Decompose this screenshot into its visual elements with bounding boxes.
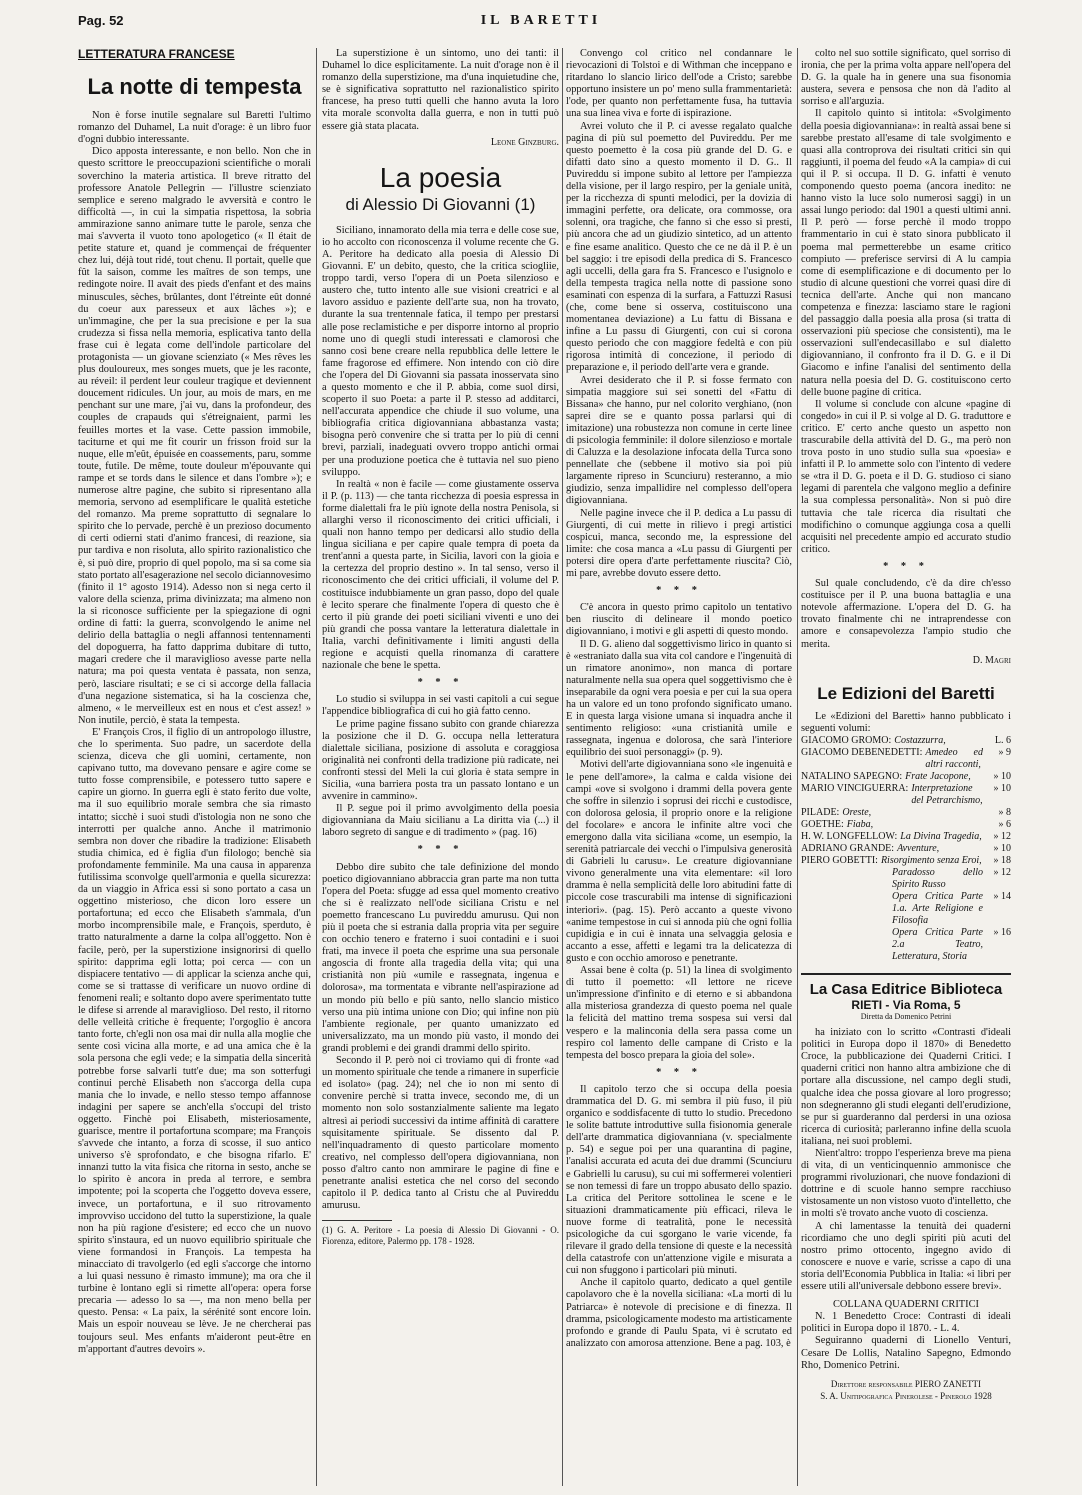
paragraph: Sul quale concludendo, c'è da dire ch'esso costituisce per il P. una buona battaglia e una notevole affermazione. L'opera del D. G. ha trovato finalmente chi ne intraprendesse con amore e consapevolezza l'ampio studio che merita.: [801, 578, 1011, 650]
paragraph: Assai bene è colta (p. 51) la linea di svolgimento di tutto il poemetto: «Il lettore ne riceve un'impressione d'infinito e di eterno e si abbandona alla misteriosa grandezza di questo poema nel quale la felicità del mattino trema sospesa sui versi dal vespero e la malinconia della sera passa come un respiro col lamento delle campane di Cristo e la tempesta del bosco prepara la gioia del sole».: [566, 965, 792, 1061]
column-4: [801, 48, 1011, 1486]
edition-item: PILADE: Oreste, » 8: [801, 806, 1011, 818]
section-separator: * * *: [417, 844, 464, 856]
collana-title: COLLANA QUADERNI CRITICI: [832, 1299, 980, 1311]
masthead: IL BARETTI: [480, 13, 602, 28]
publisher-director: Diretta da Domenico Petrini: [860, 1011, 952, 1021]
paragraph: In realtà « non è facile — come giustamente osserva il P. (p. 113) — che tanta ricchezza di poesia espressa in forme dialettali fra le più ignote della nostra Penisola, si allarghi verso il riconoscimento dei critici ufficiali, i quali non hanno tempo per dedicarsi allo studio della lingua siciliana e per capire quale tempra di poeta da trent'anni a questa parte, in Sicilia, lavori con la gioia e la certezza del proprio destino ». In tal senso, verso il riconoscimento che dei critici ufficiali, il volume del P. costituisce indubbiamente un gran passo, dopo del quale è lecito sperare che finalmente l'opera di questo che è certo il più grande dei poeti siciliani viventi e uno dei più grandi che possa vantare la letteratura dialettale in Italia, varchi definitivamente i limiti angusti della regione e acquisti quella rinomanza di carattere nazionale che bene le spetta.: [322, 478, 559, 672]
paragraph: Il D. G. alieno dal soggettivismo lirico in quanto si è «estraniato dalla sua vita col candore e l'ingenuità di un rimatore anonimo», non manca di portare naturalmente nella sua opera quel soggettivismo che è inseparabile da ogni vera poesia e per cui la sua opera ha un valore ed un tono profondo significato umano. E in questa larga visione umana si inquadra anche il sentimento religioso: «una cristianità umile e rassegnata, ingenua e dolorosa, che sarà l'interiore equilibrio dei suoi personaggi» (p. 9).: [566, 638, 792, 759]
paragraph: Secondo il P. però noi ci troviamo qui di fronte «ad un momento spirituale che tende a rimanere in superficie ed isolato» (pag. 24); nel che io non mi sento di convenire perchè si tratta invece, secondo me, di un momento non solo sostanzialmente saliente ma legato altresì ai periodi successivi da intime affinità di carattere squisitamente spirituale. Se dissento dal P. nell'inquadramento di questo particolare momento creativo, nel complesso dell'opera digiovanniana, non posso d'altro canto non ammirare le pagine di fine e penetrante analisi estetica che nel corso del secondo capitolo il P. dedica tanto al Cristu che al Puvireddu amurusu.: [322, 1055, 559, 1212]
edition-item: GOETHE: Fiaba, » 6: [801, 818, 1011, 830]
paragraph: Lo studio si sviluppa in sei vasti capitoli a cui segue l'appendice bibliografica di cui ho già fatto cenno.: [322, 694, 559, 718]
footnote-rule: [322, 1220, 392, 1221]
edition-item: GIACOMO DEBENEDETTI: Amedeo ed altri racconti, » 9: [801, 746, 1011, 770]
collana-item: N. 1 Benedetto Croce: Contrasti di ideali politici in Europa dopo il 1870. - L. 4.: [801, 1311, 1011, 1335]
paragraph: Debbo dire subito che tale definizione del mondo poetico digiovanniano abbraccia gran parte ma non tutta l'opera del Poeta: sfugge ad essa quel momento creativo che si è realizzato nell'ode siciliana Cristu e nel poemetto francescano Lu puvireddu amurusu. Qui non più il poeta che si estrania dalla propria vita per seguire con occhio tenero e fraterno i suoi contadini e i suoi frati, ma invece il poeta che esprime una sua personale angoscia di fronte alla tragedia della vita; qui una cristianità non più «umile e rassegnata, ingenua e dolorosa», ma tormentata e vibrante nell'aspirazione ad un mondo più bello e più santo, nello slancio mistico verso una più intima unione con Dio; qui infine non più l'ambiente regionale, per quanto umanizzato ed universalizzato, ma un mondo più vasto, il mondo dei grandi problemi e dei grandi drammi dello spirito.: [322, 861, 559, 1054]
paragraph: Il volume si conclude con alcune «pagine di congedo» in cui il P. si volge al D. G. traduttore e critico. E' certo anche questo un aspetto non trascurabile della attività del D. G., ma però non trova posto in uno studio sulla sua «poesia» e infatti il P. lo ammette solo con l'intento di vedere se «tra il D. G. poeta e il D. G. studioso ci siano legami di parentela che valgono meglio a definire la sua complessa personalità». Non si può dire tuttavia che tale ricerca dia risultati che modifichino o comunque aggiunga cosa a quelli acquisiti nel precedente ampio ed accurato studio critico.: [801, 398, 1011, 555]
edition-item: GIACOMO GROMO: Costazzurra, L. 6: [801, 734, 1011, 746]
paragraph: Il P. segue poi il primo avvolgimento della poesia digiovanniana da Maiu sicilianu a La diritta via (...) il laboro segreto di sangue e di tradimento » (pag. 16): [322, 803, 559, 839]
paragraph: La superstizione è un sintomo, uno dei tanti: il Duhamel lo dice esplicitamente. La nuit d'orage non è il romanzo della superstizione, ma d'una inquietudine che, se è significativa soprattutto nel razionalistico spirito francese, ha preso tutti quelli che hanno avuta la loro vita morale sconvolta dalla guerra, e non in tutti può essere già stata placata.: [322, 48, 559, 132]
paragraph: Avrei desiderato che il P. si fosse fermato con simpatia maggiore sui sei sonetti del «Fattu di Bissana» che hanno, pur nel colorito verghiano, (non saprei dire se e quanto possa parlarsi qui di imitazione) una robustezza non comune in certe linee di psicologia femminile: il dolore silenzioso e mortale di Caluzza e la desolazione infocata della Turca sono pennellate che (sebbene il motivo sia poi più largamente ripreso in Scunciuru) resteranno, a mio giudizio, senza impallidire nel complesso dell'opera digiovanniana.: [566, 374, 792, 507]
signature: Leone Ginzburg.: [490, 136, 559, 148]
paragraph: C'è ancora in questo primo capitolo un tentativo ben riuscito di delineare il mondo poetico digiovanniano, i motivi e gli aspetti di questo mondo.: [566, 602, 792, 638]
paragraph: Motivi dell'arte digiovanniana sono «le ingenuità e le pene dell'amore», la calma e calda visione dei campi «ove si svolgono i drammi della povera gente che soffre in silenzio i soprusi dei ricchi e custodisce, con dolorosa gelosia, il proprio onore e la religione del focolare» e ancora le infinite altre voci che emergono dalla vita siciliana «come, un esempio, la serenità patriarcale dei vecchi o l'impulsiva generosità di Gabrieli lu carusu». Le creature digiovanniane vivono generalmente una vita elementare: «il loro dramma è nella semplicità delle loro abitudini fatte di piccole cose trascurabili ma intense di significazioni interiori». (pag. 15). Però accanto a queste vivono «anime tempestose in cui si annoda più che ogni follia cupidigia e in cui è innata una selvaggia gelosia e accanto a esse, affetti e legami tra la delicatezza di gusto e con occhio amoroso e penetrante.: [566, 759, 792, 964]
editions-title: Le Edizioni del Baretti: [817, 683, 995, 703]
section-separator: * * *: [883, 560, 929, 572]
editions-intro: Le «Edizioni del Baretti» hanno pubblicato i seguenti volumi:: [801, 710, 1011, 734]
paragraph: Il capitolo terzo che si occupa della poesia drammatica del D. G. mi sembra il più fuso, il più organico e soddisfacente di tutto lo studio. Precedono le solite battute introduttive sulla fisionomia generale dell'arte drammatica digiovanniana (v. specialmente p. 54) e segue poi per una quarantina di pagine, l'analisi accurata ed acuta dei due drammi (Scunciuru e Gabrielli lu carusu), su cui mi soffermerei volentieri se non temessi di fare un troppo abusato dello spazio. La critica del Peritore sottolinea le scene e le situazioni drammaticamente più efficaci, rileva le nuove forme di teatralità, pone le necessità psicologiche da cui sgorgano le varie vicende, fa rilevare il grado della tensione di queste e la necessità della catastrofe con un'attenzione vigile e misurata a cui non sfuggono i particolari più minuti.: [566, 1083, 792, 1277]
column-divider: [562, 48, 563, 1486]
column-3: [566, 48, 792, 1486]
editions-list: [801, 735, 1011, 963]
page-number: Pag. 52: [78, 13, 124, 28]
paragraph: Nelle pagine invece che il P. dedica a Lu passu di Giurgenti, di cui mette in rilievo i pregi artistici cospicui, manca, secondo me, la espressione del limite: che cosa manca a «Lu passu di Giurgenti per potersi dire opera d'arte perfettamente riuscita? Ciò, mi pare, avrebbe dovuto essere detto.: [566, 507, 792, 580]
paragraph: Siciliano, innamorato della mia terra e delle cose sue, io ho accolto con riconoscenza il volume recente che G. A. Peritore ha dedicato alla poesia di Alessio Di Giovanni. E' un debito, questo, che la critica sciogliie, troppo tardi, verso l'opera di un Poeta silenzioso e austero che, tutto intento alle sue visioni creatrici e al lavoro assiduo e paziente dell'arte sua, non ha trovato, durante la sua trentennale fatica, il tempo per prestarsi alle pose reclamistiche e per disporre intorno al proprio nome uno di quegli studi interessati e clamorosi che sanno così bene creare nella repubblica delle lettere le fame fragorose ed effimere. Non intendo con ciò dire che l'opera del Di Giovanni sia passata inosservata sino a questo momento e che il P. abbia, come suol dirsi, scoperto il suo Poeta: a parte il P. stesso ad additarci, nell'accurata appendice che chiude il suo volume, una bibliografia critica digiovanniana abbastanza vasta; bisogna però convenire che si tratta per lo più di cenni brevi, parziali, inadeguati ovvero troppo antichi ormai per una produzione poetica che è tuttavia nel suo pieno sviluppo.: [322, 224, 559, 478]
section-separator: * * *: [417, 677, 464, 689]
column-divider: [316, 48, 317, 1486]
edition-item: NATALINO SAPEGNO: Frate Jacopone, » 10: [801, 770, 1011, 782]
divider: [801, 973, 1011, 975]
paragraph: ha iniziato con lo scritto «Contrasti d'ideali politici in Europa dopo il 1870» di Benedetto Croce, la pubblicazione dei Quaderni Critici. I quaderni critici non hanno altra ambizione che di portare alla discussione, nel campo degli studi, qualche idea che possa giovare al loro progresso; non sdegneranno gli studi eleganti dell'erudizione, se pur si guarderanno dal perdersi in una oziosa ricerca di curiosità; parleranno infine della scuola italiana, nei suoi problemi.: [801, 1027, 1011, 1147]
paragraph: Dico apposta interessante, e non bello. Non che in questo scrittore le preoccupazioni scientifiche o morali soverchino la materia artistica. Il breve ritratto del professore Anatole Pellegrin — l'illustre scienziato semplice e sereno malgrado le avversità e contro le difficoltà —, in cui la simpatia rispettosa, la sobria ammirazione sanno animare tutte le parole, senza che mai s'avverta il vuoto tono apologetico (« Il était de petite stature et, quand je commençai de fréquenter chez lui, déjà tout ridé, tout chenu. Il portait, quelle que fût la saison, comme les maîtres de son temps, une redingote noire. Il avait des pieds d'enfant et des mains minuscules, sèches, brûlantes, dont l'étreinte eût donné du coeur aux paresseux et aux lâches »); e un'immagine, che per la sua precisione e per la sua crudezza si fissa nella memoria, esplicativa tanto della frase cui è legata come dell'indole particolare del protagonista — un giovane scienziato (« Mes rêves les plus douloureux, mes songes muets, que je les raconte, au réveil: il perdent leur couleur tragique et deviennent doucement ridicules. Un jour, au mois de mars, en me penchant sur une mare, j'ai vu, dans la profondeur, des couples de crapauds qui s'étreignaient, parmi les feuilles mortes et la vase. Cette passion immobile, taciturne et qui me fit courir un frisson froid sur la nuque, elle m'eût, épuisée en coassements, paru, somme toute, futile. De même, toute douleur m'épouvante qui rampe et se tords dans le silence et dans l'ombre »); e numerose altre pagine, che subito si ripresentano alla memoria, servono ad esemplificare le qualità estetiche del romanzo. Ma preme soprattutto di segnalare lo spirito che lo pervade, perchè è un prezioso documento di certi odierni stati d'animo francesi, di reazione, sia pur tardiva e non risoluta, allo spirito razionalistico che è, si può dire, proprio di quel popolo, ma si sa come sia stato portato all'esagerazione nel secolo diciannovesimo (finito il 1° agosto 1914). Adesso non si nega certo il valore della scienza, prima divinizzata; ma almeno non la si riconosce sufficiente per la spiegazione di ogni ordine di fatti: la guerra, sconvolgendo le anime nel delirio della battaglia o negli affannosi tentennamenti del dopoguerra, ha fatto dapprima dubitare di tutto, magari credere che il maraviglioso avesse parte nella natura; ma poi questa ventata è passata, non senza, però, lasciare risultati; e se ci si accorge della fallacia d'una negazione sistematica, si ha la coscienza che, almeno, « le merveilleux est en nous et c'est assez! » Non inutile, perciò, è stata la tempesta.: [78, 146, 311, 726]
responsible-director: Direttore responsabile PIERO ZANETTI: [830, 1378, 982, 1389]
paragraph: Nient'altro: troppo l'esperienza breve ma piena di vita, di un venticinquennio ammonisce che programmi rivoluzionari, che nuove fondazioni di dottrine e di scuole hanno sempre racchiuso vistosamente un non vistoso vuoto d'intelletto, che in molti s'è trovato anche vuoto di coscienza.: [801, 1148, 1011, 1220]
column-2: [322, 48, 559, 1486]
signature: D. Magri: [972, 654, 1011, 666]
section-label: LETTERATURA FRANCESE: [78, 48, 235, 61]
edition-item: ADRIANO GRANDE: Avventure, » 10: [801, 842, 1011, 854]
page-header: [0, 0, 1082, 36]
article-title: La poesia: [379, 161, 502, 193]
paragraph: Non è forse inutile segnalare sul Baretti l'ultimo romanzo del Duhamel, La nuit d'orage: è un libro fuor d'ogni dubbio interessante.: [78, 110, 311, 146]
printer-line: S. A. Unitipografica Pinerolese - Pinerolo 1928: [820, 1390, 992, 1401]
paragraph: Anche il capitolo quarto, dedicato a quel gentile capolavoro che è la novella siciliana: «La morti di lu Patriarca» è notevole di precisione e di finezza. Il dramma, psicologicamente modesto ma artisticamente profondo e grande di Paulu Spata, vi è scrutato ed analizzato con amorosa attenzione. Bene a pag. 103, è: [566, 1277, 792, 1349]
edition-item: Opera Critica Parte 2.a Teatro, Letteratura, Storia » 16: [892, 926, 1011, 962]
column-1: [78, 48, 311, 1486]
article-title: La notte di tempesta: [87, 74, 302, 100]
article-subtitle: di Alessio Di Giovanni (1): [345, 194, 536, 214]
publisher-title: La Casa Editrice Biblioteca: [809, 980, 1003, 998]
footnote: (1) G. A. Peritore - La poesia di Alessio Di Giovanni - O. Fiorenza, editore, Palermo pp. 178 - 1928.: [322, 1225, 559, 1247]
column-divider: [797, 48, 798, 1486]
paragraph: Avrei voluto che il P. ci avesse regalato qualche pagina di più sul poemetto del Puvireddu. Per me questo poemetto è la cosa più grande del D. G. e difatti dato sino a questo momento il D. G.. Il Puvireddu si impone subito al lettore per l'ampiezza della visione, per il largo respiro, per la geniale unità, per la ricchezza di spunti melodici, per la dovizia di immagini perfette, ora delicate, ora commosse, ora solenni, ora tragiche, che fanno sì che esso si presti, più ancora che ad un giudizio sintetico, ad un attento e fine esame analitico. Questo che ce ne dà il P. è un bel saggio: i tre episodi della predica di S. Francesco agli uccelli, della gara fra S. Francesco e l'usignolo e della tempesta tragica nella notte di passione sono esaminati con espenza di la surfara, a Fattuzzi Rasusi (che, come bene si osserva, costituiscono una momentanea deviazione) a Lu fattu di Bissana e infine a Lu passu di Giurgenti, con cui si corona questo periodo che con maggiore fedeltà e con più rigorosa intimità di concezione, il periodo di preparazione e, il periodo dell'arte vera e grande.: [566, 120, 792, 374]
edition-item: Paradosso dello Spirito Russo » 12: [892, 866, 1011, 890]
paragraph: Le prime pagine fissano subito con grande chiarezza la posizione che il D. G. occupa nella letteratura dialettale siciliana, posizione di assoluta e coraggiosa originalità nei confronti della tradizione più radicate, nei confronti stessi del Meli la cui gloria è stata sempre in Sicilia, «una barriera posta tra un passato lontano e un avvenire in cammino».: [322, 718, 559, 803]
section-separator: * * *: [656, 585, 702, 597]
edition-item: Opera Critica Parte 1.a. Arte Religione e Filosofia » 14: [892, 890, 1011, 926]
publisher-address: RIETI - Via Roma, 5: [851, 997, 961, 1012]
edition-item: H. W. LONGFELLOW: La Divina Tragedia, » 12: [801, 830, 1011, 842]
paragraph: Convengo col critico nel condannare le rievocazioni di Tolstoi e di Withman che inceppano e ritardano lo slancio lirico dell'ode a Cristo; sarebbe opportuno insistere un po' meno sulla frammentarietà: l'ode, per quanto non perfettamente fusa, ha tuttavia una sua linea viva e forte di ispirazione.: [566, 48, 792, 120]
paragraph: A chi lamentasse la tenuità dei quaderni ricordiamo che uno degli spiriti più acuti del nostro primo ottocento, ingegno avido di conoscere e nuove e varie, scrisse a capo di una storia dell'Economia Pubblica in Italia: «i libri per essere utili all'universale debbono essere brevi».: [801, 1220, 1011, 1293]
paragraph: Il capitolo quinto si intitola: «Svolgimento della poesia digiovanniana»: in realtà assai bene si sarebbe prestato all'esame di tale svolgimento e quasi alla controprova dei risultati critici sin qui raggiunti, il poema del feudo «A la campia» di cui qui il P. si occupa. Il D. G. infatti è venuto componendo questo poema (ancora inedito: ne hanno visto la luce solo numerosi saggi) in un assai lungo periodo: dal 1901 a questi ultimi anni. Il P. però — forse perchè il modo troppo frammentario in cui è stato sinora pubblicato il poema mal permetterebbe un esame critico compiuto — preferisce servirsi di A lu campia come di esemplificazione e di documento per lo studio di alcune questioni che vorrei quasi dire di tecnica dell'arte. Anche qui non mancano competenza e finezza: lasciamo stare le ragioni del passaggio dalla poesia alla prosa (si tratta di osservazioni più speciose che consistenti), ma le osservazioni sull'endecasillabo e sul dialetto digiovanniano, il confronto fra il D. G. e il Di Giacomo e infine l'analisi del sentimento della natura nella poesia del D. G. costituiscono certo delle buone pagine di critica.: [801, 108, 1011, 398]
paragraph: colto nel suo sottile significato, quel sorriso di ironia, che per la prima volta appare nell'opera del D. G. la quale ha in genere una sua fisonomia austera, severa e pensosa che non dà l'adito al sorriso e all'arguzia.: [801, 48, 1011, 108]
edition-item: MARIO VINCIGUERRA: Interpretazione del Petrarchismo, » 10: [801, 782, 1011, 806]
paragraph: E' François Cros, il figlio di un antropologo illustre, che lo sperimenta. Suo padre, un sacerdote della scienza, diceva che gli uomini, certamente, non capivano tutto, ma dovevano pensare e agire come se tutto fosse comprensibile, e potessero tutto sapere e capire un giorno. In guerra egli è stato ferito due volte, ma il suo equilibrio morale sembra che sia rimasto intatto; sicchè i suoi studi d'istologia non ne sono che interrotti per qualche anno. Anche il matrimonio sembra non dover che ribadire la tradizione: Elisabeth studia chimica, ed è figlia d'un filologo; benchè sia profondamente femminile. Ma una causa in apparenza futilissima sconvolge quell'armonia e quella sicurezza: da un viaggio in Africa essi si sono portato a casa un oggettino misterioso, che dicon loro essere un portafortuna; ed ecco che Elisabeth s'ammala, d'un morbo incomprensibile male, e François, sperduto, è tratto naturalmente a darne la colpa all'oggetto. Non è facile, però, per la superstizione insignorirsi di quello spirito: dapprima egli lotta; poi cerca — con un dispiacere tentativo — di applicar la scienza anche qui, come se si trattasse di verificare un nuovo ordine di fenomeni reali; e soltanto dopo avere sperimentato tutte le difese si arrende al maraviglioso. Del resto, il ritorno delle velleità critiche è frequente; l'orgoglio è ancora tanto forte, ch'egli non osa mai dir nulla alla moglie che sente così vicina alla morte, e ad una amica che è la sola persona che egli vede; e la simpatia della sincerità potrebbe forse salvarli tutt'e due; ma son sotterfugi continui perchè Elisabeth non s'accorga della cupa mania che lo invade, e nello stesso tempo affannose indagini per sapere se anch'ella s'occupi del tristo oggetto. Finchè poi Elisabeth, misteriosamente, guarisce, mentre il portafortuna scompare; ma François s'avvede che intanto, a forza di scosse, il suo antico universo s'è sprofondato, e che bisogna rifarlo. E' innanzi tutto la vita fisica che ritorna in sesto, anche se lo spirito è ancora in preda al terrore, e sembra impotente; poi la scoperta che l'oggetto doveva essere, invece, un portafortuna, e il suo ritrovamento improvviso uccidono del tutto la superstizione, la quale non ha più ragione d'esistere; ed ecco che un nuovo spirito s'instaura, ed un nuovo equilibrio spirituale che viene formandosi in François. La tempesta ha minacciato di travolgerlo (ed egli s'accorge che intorno a lui quasi nessuno è rimasto immune); ma ora che il turbine è lontano egli si rimette all'opera: opera forse precaria — adesso lo sa —, ma non meno bella per questo. Pensa: « La paix, la sérénité sont encore loin. Mais un espoir nouveau se lève. Je ne chercherai pas toujours seul. Mes enfants m'aideront peut-être en m'apportant d'autres devoirs ».: [78, 726, 311, 1355]
section-separator: * * *: [656, 1066, 702, 1078]
collana-follow: Seguiranno quaderni di Lionello Venturi, Cesare De Lollis, Natalino Sapegno, Edmondo Rho, Domenico Petrini.: [801, 1335, 1011, 1371]
edition-item: PIERO GOBETTI: Risorgimento senza Eroi, » 18: [801, 854, 1011, 866]
